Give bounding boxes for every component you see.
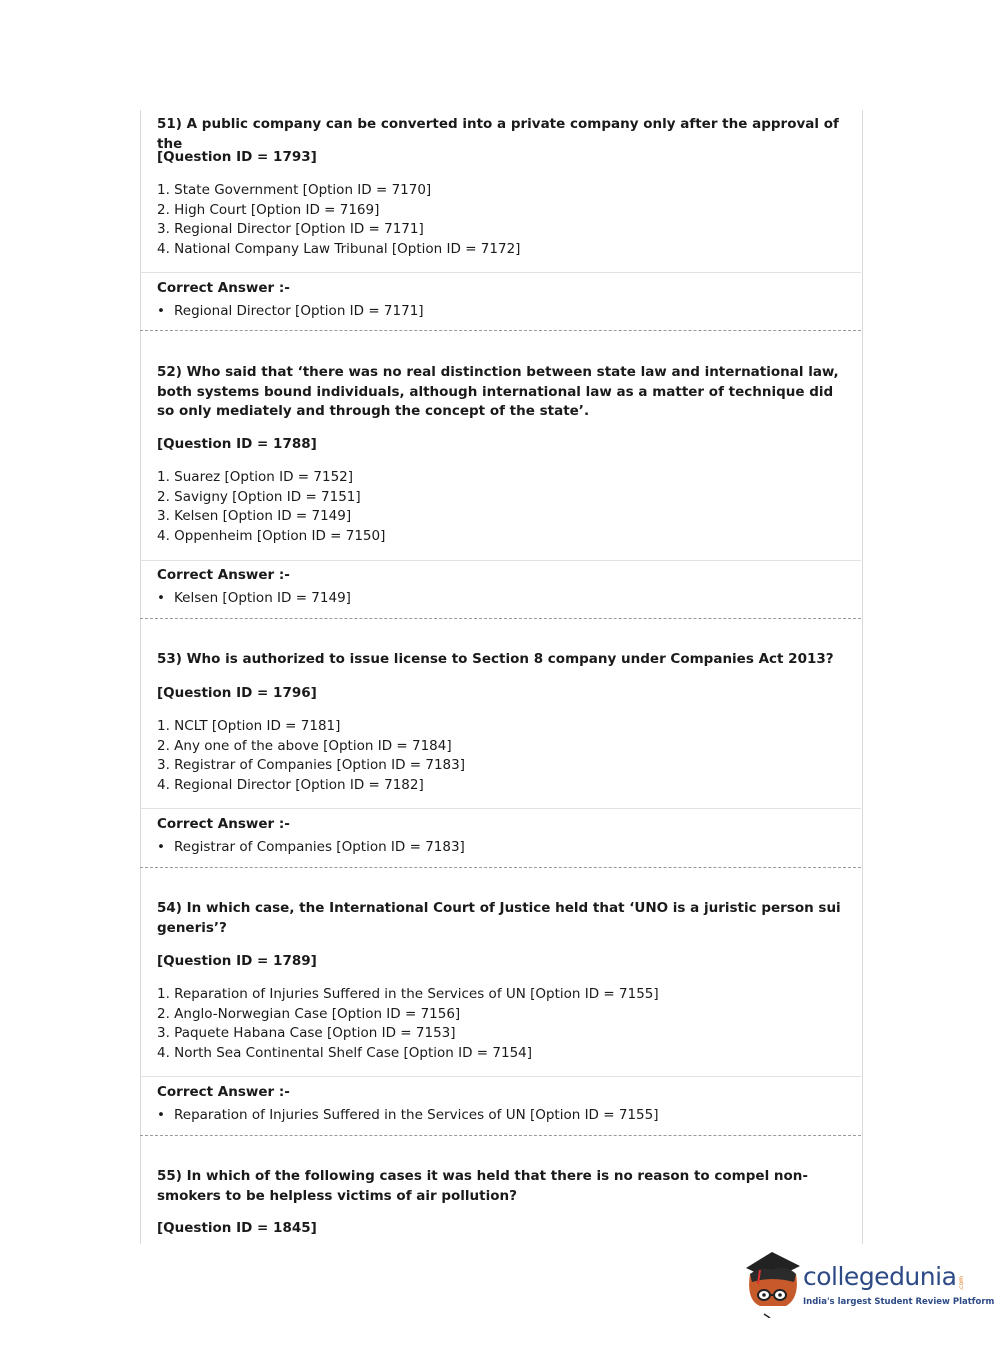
logo-tagline: India's largest Student Review Platform — [803, 1297, 995, 1307]
question-separator — [140, 618, 861, 619]
options-list — [157, 717, 465, 795]
correct-answer-label: Correct Answer :- — [157, 816, 290, 832]
bullet-icon: • — [157, 1107, 165, 1123]
correct-answer: • Regional Director [Option ID = 7171] — [157, 303, 424, 319]
option-2: 2. Savigny [Option ID = 7151] — [157, 488, 361, 505]
option-3: 3. Kelsen [Option ID = 7149] — [157, 508, 352, 524]
question-separator — [140, 1135, 861, 1136]
divider — [140, 560, 861, 561]
divider — [140, 272, 861, 273]
option-2: 2. High Court [Option ID = 7169] — [157, 201, 380, 218]
bullet-icon: • — [157, 590, 165, 606]
question-text: 51) A public company can be converted into a private company only after the approval of the — [157, 116, 839, 152]
correct-answer: • Reparation of Injuries Suffered in the Services of UN [Option ID = 7155] — [157, 1107, 659, 1123]
option-4: 4. North Sea Continental Shelf Case [Option ID = 7154] — [157, 1044, 533, 1061]
options-list — [157, 985, 659, 1063]
question-text: 54) In which case, the International Court of Justice held that ‘UNO is a juristic person sui generis’? — [157, 900, 841, 936]
option-2: 2. Any one of the above [Option ID = 7184] — [157, 737, 452, 754]
option-3: 3. Paquete Habana Case [Option ID = 7153] — [157, 1025, 456, 1041]
divider — [140, 1076, 861, 1077]
option-1: 1. NCLT [Option ID = 7181] — [157, 718, 341, 734]
question-id: [Question ID = 1845] — [157, 1220, 317, 1236]
bullet-icon: • — [157, 839, 165, 855]
option-4: 4. Oppenheim [Option ID = 7150] — [157, 527, 386, 544]
correct-answer: • Registrar of Companies [Option ID = 7183] — [157, 839, 465, 855]
question-id: [Question ID = 1793] — [157, 149, 317, 165]
question-text: 53) Who is authorized to issue license to Section 8 company under Companies Act 2013? — [157, 651, 834, 667]
question-text: 52) Who said that ‘there was no real distinction between state law and international law, both systems bound individuals, although international law as a matter of technique did so only mediately and through the concept of the state’. — [157, 364, 839, 419]
option-1: 1. State Government [Option ID = 7170] — [157, 182, 432, 198]
option-3: 3. Regional Director [Option ID = 7171] — [157, 221, 424, 237]
divider — [140, 808, 861, 809]
bullet-icon: • — [157, 303, 165, 319]
question-separator — [140, 867, 861, 868]
question-separator — [140, 330, 861, 331]
option-4: 4. Regional Director [Option ID = 7182] — [157, 776, 424, 793]
option-1: 1. Reparation of Injuries Suffered in the Services of UN [Option ID = 7155] — [157, 986, 659, 1002]
correct-answer-label: Correct Answer :- — [157, 567, 290, 583]
correct-answer-label: Correct Answer :- — [157, 280, 290, 296]
question-id: [Question ID = 1789] — [157, 953, 317, 969]
options-list — [157, 468, 385, 546]
question-text: 55) In which of the following cases it was held that there is no reason to compel non-smokers to be helpless victims of air pollution? — [157, 1168, 808, 1204]
correct-answer-label: Correct Answer :- — [157, 1084, 290, 1100]
logo-suffix: .com — [958, 1276, 965, 1291]
option-2: 2. Anglo-Norwegian Case [Option ID = 7156] — [157, 1005, 461, 1022]
option-3: 3. Registrar of Companies [Option ID = 7183] — [157, 757, 465, 773]
correct-answer: • Kelsen [Option ID = 7149] — [157, 590, 351, 606]
option-4: 4. National Company Law Tribunal [Option ID = 7172] — [157, 240, 521, 257]
options-list — [157, 181, 520, 259]
question-id: [Question ID = 1788] — [157, 436, 317, 452]
option-1: 1. Suarez [Option ID = 7152] — [157, 469, 354, 485]
logo-name: collegedunia — [803, 1262, 957, 1291]
question-id: [Question ID = 1796] — [157, 685, 317, 701]
